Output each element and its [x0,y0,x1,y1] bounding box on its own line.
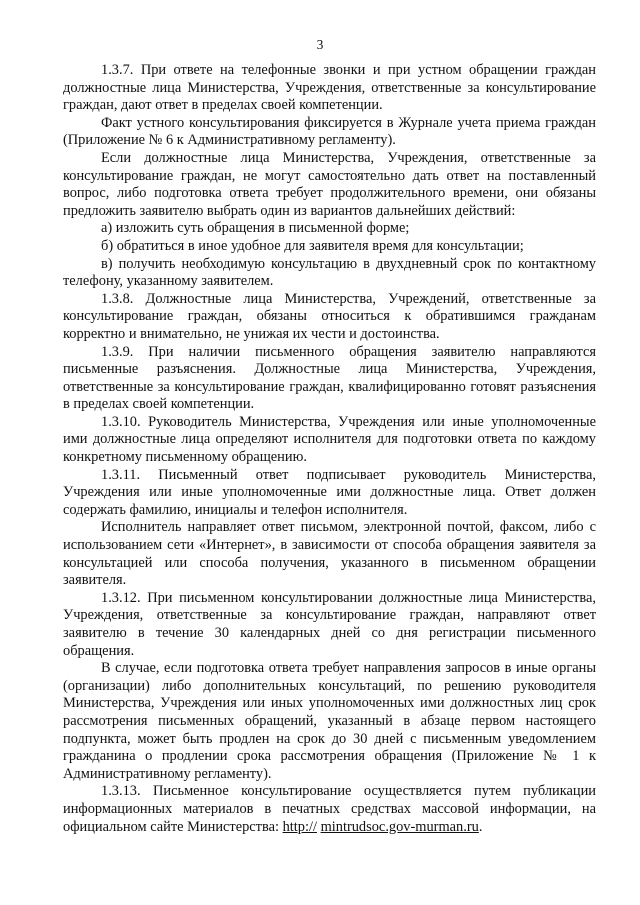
paragraph-1-3-8: 1.3.8. Должностные лица Министерства, Учреждений, ответственные за консультирование граждан, обязаны относиться к обратившимся гражданам корректно и внимательно, не унижая их чести и достоинства. [63,290,596,342]
paragraph-1-3-13-text: 1.3.13. Письменное консультирование осуществляется путем публикации информационных материалов в печатных средствах массовой информации, на официальном сайте Министерства: [63,783,596,835]
paragraph-1-3-7: 1.3.7. При ответе на телефонные звонки и при устном обращении граждан должностные лица Министерства, Учреждения, ответственные за консультирование граждан, дают ответ в пределах своей компетенции. [63,62,596,114]
list-item-a: а) изложить суть обращения в письменной форме; [101,220,410,237]
paragraph-options-intro: Если должностные лица Министерства, Учреждения, ответственные за консультирование граждан, не могут самостоятельно дать ответ на поставленный вопрос, либо подготовка ответа требует продолжительного времени, они обязаны предложить заявителю выбрать один из вариантов дальнейших действий: [63,149,596,219]
paragraph-1-3-12: 1.3.12. При письменном консультировании должностные лица Министерства, Учреждения, ответственные за консультирование граждан, направляют ответ заявителю в течение 30 календарных дней со дня регистрации письменного обращения. [63,589,596,659]
paragraph-1-3-11: 1.3.11. Письменный ответ подписывает руководитель Министерства, Учреждения или иные уполномоченные ими должностные лица. Ответ должен содержать фамилию, инициалы и телефон исполнителя. [63,466,596,518]
website-link-prefix[interactable]: http:// [282,818,317,835]
paragraph-response-delivery: Исполнитель направляет ответ письмом, электронной почтой, факсом, либо с использованием сети «Интернет», в зависимости от способа обращения заявителя за консультацией или способа получения, указанного в письменном обращении заявителя. [63,519,596,589]
paragraph-1-3-10: 1.3.10. Руководитель Министерства, Учреждения или иные уполномоченные ими должностные лица определяют исполнителя для подготовки ответа по каждому конкретному письменному обращению. [63,413,596,466]
paragraph-oral-consultation-record: Факт устного консультирования фиксируется в Журнале учета приема граждан (Приложение № 6 к Административному регламенту). [63,114,596,149]
list-item-b: б) обратиться в иное удобное для заявителя время для консультации; [101,237,524,254]
paragraph-term-extension: В случае, если подготовка ответа требует направления запросов в иные органы (организации) либо дополнительных консультаций, по решению руководителя Министерства, Учреждения или иных уполномоченных ими должностных лиц срок рассмотрения письменных обращений, указанный в абзаце первом настоящего подпункта, может быть продлен на срок до 30 дней с письменным уведомлением гражданина о продлении срока рассмотрения обращения (Приложение № 1 к Административному регламенту). [63,660,596,782]
paragraph-1-3-13 [63,783,596,836]
paragraph-1-3-13-end: . [478,818,483,835]
paragraph-1-3-9: 1.3.9. При наличии письменного обращения заявителю направляются письменные разъяснения. Должностные лица Министерства, Учреждения, ответственные за консультирование граждан, квалифицированно готовят разъяснения в пределах своей компетенции. [63,343,596,413]
list-item-c: в) получить необходимую консультацию в двухдневный срок по контактному телефону, указанному заявителем. [63,255,596,290]
website-link-domain[interactable]: mintrudsoc.gov-murman.ru [320,818,479,835]
document-body [63,62,596,836]
page-number: 3 [316,37,324,52]
